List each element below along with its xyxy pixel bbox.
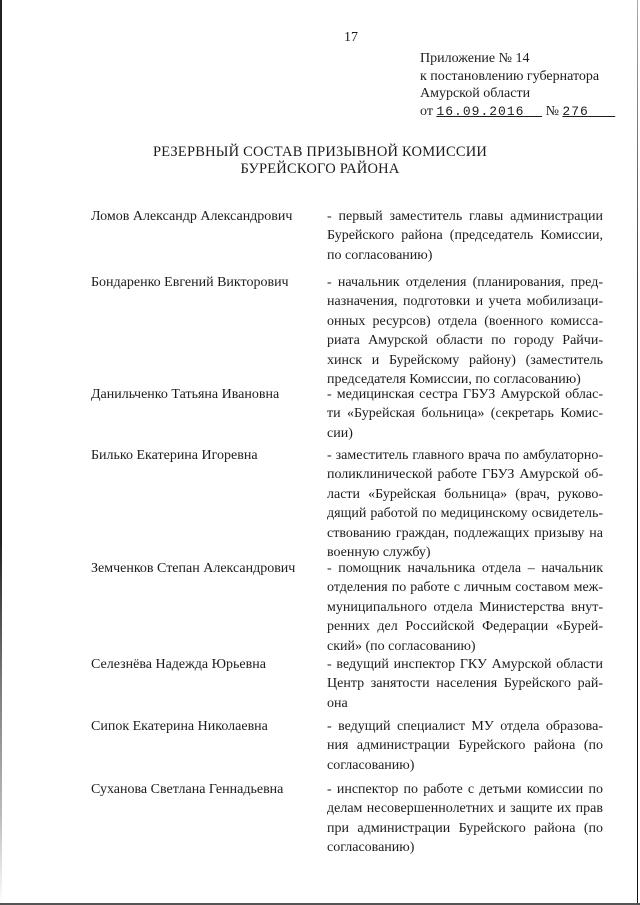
member-role: - начальник отделения (планирования, предназначения, подготовки и учета мобилизационных ресурсов) отдела (военного комиссариата Амурской области по городу Райчихинск и Бурейскому району) (заместитель председателя Комиссии, по согласованию) (327, 275, 603, 388)
member-name: Суханова Светлана Геннадьевна (91, 782, 284, 797)
decree-number: 276 (562, 103, 589, 119)
scan-edge-left (0, 0, 2, 905)
page-number: 17 (344, 30, 358, 45)
appendix-region: Амурской области (420, 86, 531, 101)
member-name: Сипок Екатерина Николаевна (91, 719, 268, 734)
member-name: Селезнёва Надежда Юрьевна (91, 657, 266, 672)
member-role: - помощник начальника отдела – начальник отделения по работе с личным составом межмуниципального отдела Министерства внутренних дел Российской Федерации «Бурейский» (по согласованию) (327, 561, 603, 654)
title-line-1: РЕЗЕРВНЫЙ СОСТАВ ПРИЗЫВНОЙ КОМИССИИ (152, 144, 488, 160)
document-title (0, 144, 640, 178)
member-name: Бондаренко Евгений Викторович (91, 275, 289, 290)
appendix-title: Приложение № 14 (420, 51, 530, 66)
appendix-date-line (420, 103, 615, 121)
member-role: - первый заместитель главы администрации Бурейского района (председатель Комиссии, по согласованию) (327, 209, 603, 263)
member-role: - медицинская сестра ГБУЗ Амурской области «Бурейская больница» (секретарь Комиссии) (327, 387, 603, 441)
appendix-reference: к постановлению губернатора (420, 68, 600, 84)
member-role: - ведущий инспектор ГКУ Амурской области Центр занятости населения Бурейского района (327, 657, 603, 711)
scan-edge-right (637, 0, 638, 905)
number-prefix: № (545, 103, 559, 119)
member-name: Ломов Александр Александрович (91, 209, 293, 224)
member-role: - ведущий специалист МУ отдела образования администрации Бурейского района (по согласованию) (327, 719, 603, 773)
member-name: Земченков Степан Александрович (91, 561, 296, 576)
member-name: Данильченко Татьяна Ивановна (91, 387, 280, 402)
decree-date: 16.09.2016 (436, 103, 525, 119)
member-role: - инспектор по работе с детьми комиссии по делам несовершеннолетних и защите их прав при администрации Бурейского района (по согласованию) (327, 782, 603, 856)
date-prefix: от (420, 103, 433, 119)
member-name: Билько Екатерина Игоревна (91, 448, 258, 463)
appendix-header (420, 50, 615, 120)
member-role: - заместитель главного врача по амбулаторно-поликлинической работе ГБУЗ Амурской области «Бурейская больница» (врач, руководящий работой по медицинскому освидетельствованию граждан, подлежащих призыву на военную службу) (327, 448, 603, 561)
title-line-2: БУРЕЙСКОГО РАЙОНА (240, 161, 400, 177)
